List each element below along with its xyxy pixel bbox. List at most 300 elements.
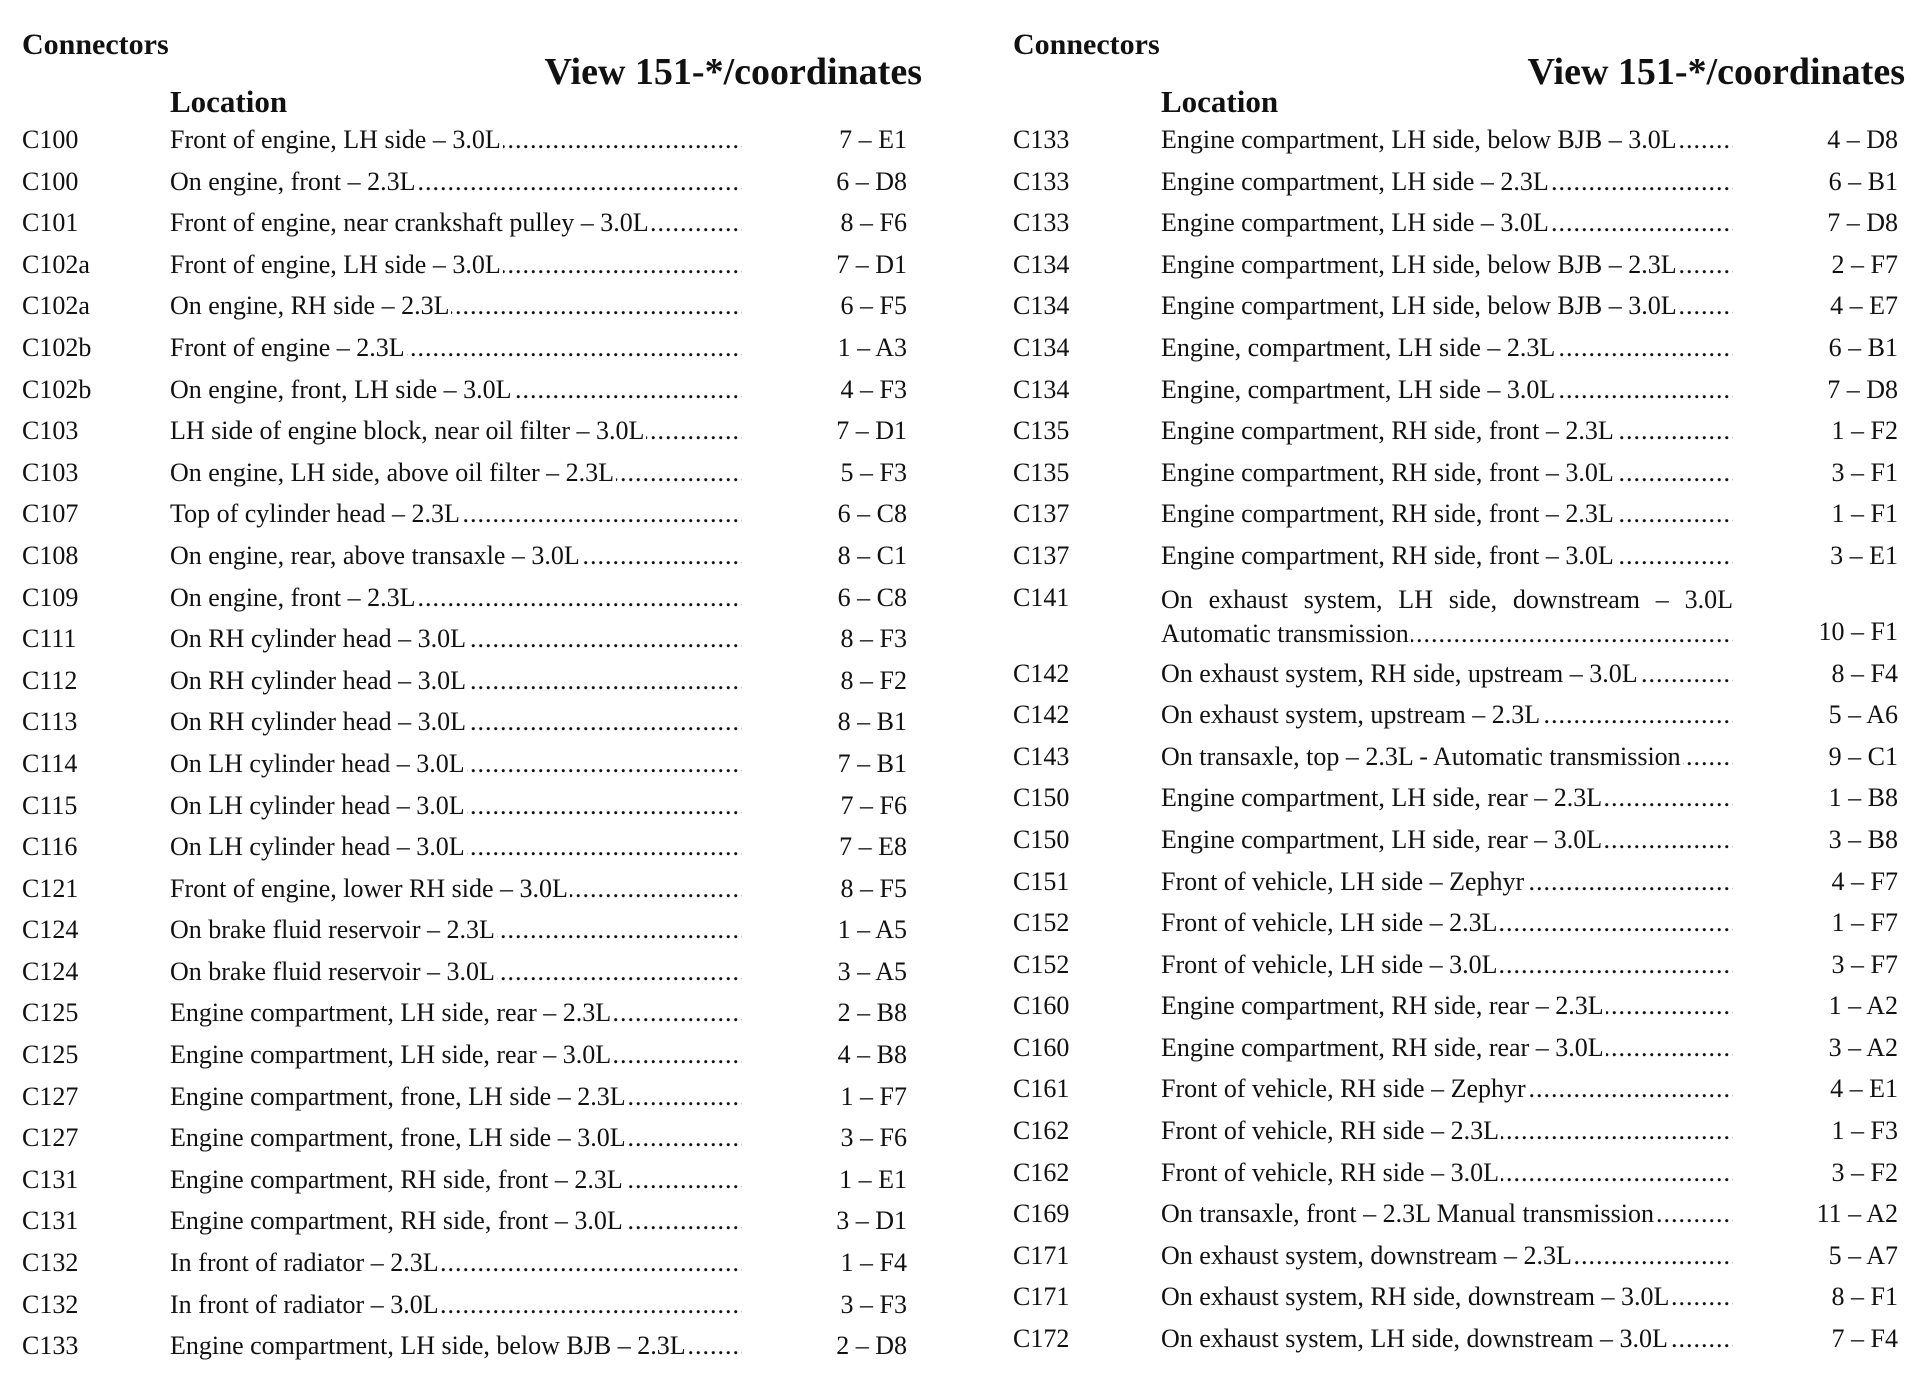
- table-row: [1013, 1158, 1908, 1200]
- view-coordinate: 1 – F3: [1831, 1116, 1898, 1146]
- table-row: [1013, 908, 1908, 950]
- connector-list: [22, 125, 917, 1373]
- view-coordinate: 1 – E1: [839, 1164, 907, 1194]
- view-coordinate: 5 – F3: [840, 457, 907, 487]
- location-text: On LH cylinder head – 3.0L: [170, 832, 465, 862]
- table-row: [1013, 1033, 1908, 1075]
- connector-id: C169: [1013, 1199, 1070, 1229]
- table-row: [22, 208, 917, 250]
- view-coordinate: 6 – C8: [837, 499, 907, 529]
- view-coordinate: 4 – D8: [1827, 125, 1898, 154]
- connector-location: [170, 375, 742, 405]
- view-coordinate: 4 – E1: [1830, 1074, 1898, 1104]
- connector-id: C107: [22, 499, 79, 529]
- connector-id: C103: [22, 416, 79, 446]
- connector-id: C124: [22, 956, 79, 986]
- location-text: On exhaust system, LH side, downstream – 3.0L: [1161, 1324, 1668, 1354]
- location-text: Engine compartment, RH side, front – 2.3L: [1161, 499, 1614, 529]
- view-coordinate: 9 – C1: [1828, 741, 1898, 771]
- location-text: On exhaust system, downstream – 2.3L: [1161, 1240, 1572, 1270]
- connector-location: [1161, 867, 1733, 897]
- connector-id: C127: [22, 1123, 79, 1153]
- location-text: Engine compartment, LH side – 3.0L: [1161, 208, 1549, 238]
- table-row: [22, 707, 917, 749]
- table-row: [22, 167, 917, 209]
- connector-location: [170, 666, 742, 696]
- connector-id: C133: [1013, 125, 1070, 154]
- connector-id: C134: [1013, 291, 1070, 321]
- connector-location: [170, 499, 742, 529]
- connector-id: C124: [22, 915, 79, 945]
- table-row: [22, 666, 917, 708]
- connector-id: C125: [22, 998, 79, 1028]
- connector-location: [170, 1165, 742, 1195]
- connector-location: [1161, 250, 1733, 280]
- table-row: [1013, 783, 1908, 825]
- table-row: [22, 291, 917, 333]
- location-text: On exhaust system, RH side, downstream – 3.0L: [1161, 1282, 1670, 1312]
- location-text: Engine compartment, LH side, below BJB – 3.0L: [1161, 125, 1677, 154]
- connector-location: [170, 416, 742, 446]
- connector-location: [1161, 416, 1733, 446]
- location-text: In front of radiator – 2.3L: [170, 1248, 439, 1278]
- location-text: On engine, front, LH side – 3.0L: [170, 374, 512, 404]
- table-row: [1013, 1074, 1908, 1116]
- connector-id: C135: [1013, 416, 1070, 446]
- view-coordinate: 10 – F1: [1818, 616, 1898, 646]
- location-text: LH side of engine block, near oil filter – 3.0L: [170, 416, 645, 446]
- table-row: [22, 541, 917, 583]
- location-text: Engine compartment, frone, LH side – 3.0L: [170, 1123, 626, 1153]
- right-column: [1013, 0, 1908, 1392]
- connector-id: C160: [1013, 1032, 1070, 1062]
- table-row: [22, 583, 917, 625]
- connector-location: [1161, 1282, 1733, 1312]
- view-coordinate: 8 – F4: [1831, 658, 1898, 688]
- connector-location: [170, 250, 742, 280]
- table-row: [1013, 291, 1908, 333]
- connector-location: [170, 167, 742, 197]
- view-coordinate: 7 – E8: [839, 832, 907, 862]
- connector-location: [170, 1123, 742, 1153]
- connector-location: [170, 1331, 742, 1361]
- location-text: In front of radiator – 3.0L: [170, 1289, 439, 1319]
- connector-location: [170, 1040, 742, 1070]
- location-text: Engine compartment, RH side, front – 3.0L: [1161, 457, 1614, 487]
- connector-id: C133: [1013, 166, 1070, 196]
- connector-location: [1161, 125, 1733, 155]
- view-coordinate: 7 – D1: [836, 249, 907, 279]
- location-line-1: On exhaust system, LH side, downstream – 3.0L: [1161, 584, 1733, 614]
- connector-id: C142: [1013, 700, 1070, 730]
- connectors-heading: Connectors: [22, 28, 169, 61]
- table-row: [22, 1165, 917, 1207]
- view-coordinate: 1 – A2: [1828, 991, 1898, 1021]
- table-row: [1013, 250, 1908, 292]
- table-row: [22, 1290, 917, 1332]
- location-text: On engine, front – 2.3L: [170, 582, 416, 612]
- view-coordinate: 3 – B8: [1828, 824, 1898, 854]
- connector-id: C134: [1013, 374, 1070, 404]
- connector-id: C141: [1013, 582, 1070, 612]
- connector-location: [1161, 908, 1733, 938]
- connector-id: C115: [22, 790, 78, 820]
- location-text: On RH cylinder head – 3.0L: [170, 624, 467, 654]
- location-text: On transaxle, front – 2.3L Manual transmission: [1161, 1199, 1654, 1229]
- connector-id: C133: [22, 1331, 79, 1361]
- table-row: [1013, 541, 1908, 583]
- connector-location: [170, 707, 742, 737]
- location-text: Engine compartment, LH side, rear – 2.3L: [170, 998, 612, 1028]
- location-heading: Location: [1161, 84, 1279, 119]
- view-coordinate: 7 – D8: [1827, 208, 1898, 238]
- connector-id: C137: [1013, 499, 1070, 529]
- connector-id: C113: [22, 707, 78, 737]
- location-text: Engine compartment, RH side, front – 3.0L: [170, 1206, 623, 1236]
- location-text: On LH cylinder head – 3.0L: [170, 790, 465, 820]
- connector-location: [1161, 659, 1733, 689]
- connector-id: C131: [22, 1206, 79, 1236]
- connectors-heading: Connectors: [1013, 28, 1160, 61]
- connector-location: [170, 791, 742, 821]
- table-row: [22, 998, 917, 1040]
- connector-location: [1161, 783, 1733, 813]
- connector-id: C109: [22, 582, 79, 612]
- location-text: Engine compartment, RH side, front – 3.0L: [1161, 540, 1614, 570]
- connector-location: [1161, 499, 1733, 529]
- table-row: [22, 333, 917, 375]
- location-text: Engine compartment, LH side, rear – 3.0L: [1161, 824, 1603, 854]
- connector-location: [1161, 1324, 1733, 1354]
- table-row: [22, 749, 917, 791]
- view-coordinate: 6 – B1: [1828, 332, 1898, 362]
- connector-id: C150: [1013, 824, 1070, 854]
- view-coordinate: 3 – F3: [840, 1289, 907, 1319]
- connector-id: C125: [22, 1040, 79, 1070]
- table-row: [1013, 950, 1908, 992]
- connector-location: [170, 541, 742, 571]
- view-coordinate: 1 – B8: [1828, 783, 1898, 813]
- location-text: Front of vehicle, RH side – Zephyr: [1161, 1074, 1526, 1104]
- connector-id: C121: [22, 873, 79, 903]
- connector-id: C102a: [22, 291, 90, 321]
- connector-id: C112: [22, 665, 78, 695]
- connector-location: [1161, 333, 1733, 363]
- connector-id: C172: [1013, 1324, 1070, 1354]
- table-row: [1013, 659, 1908, 701]
- connector-id: C101: [22, 208, 79, 238]
- view-coordinate: 1 – F4: [840, 1248, 907, 1278]
- table-row: [1013, 458, 1908, 500]
- location-text: Top of cylinder head – 2.3L: [170, 499, 460, 529]
- connector-location: [170, 874, 742, 904]
- view-coordinate: 7 – F4: [1831, 1324, 1898, 1354]
- connector-id: C116: [22, 832, 78, 862]
- connector-id: C102a: [22, 249, 90, 279]
- location-text: Engine compartment, LH side, below BJB – 3.0L: [1161, 291, 1677, 321]
- connector-id: C100: [22, 125, 79, 154]
- location-text: On engine, rear, above transaxle – 3.0L: [170, 540, 580, 570]
- location-text: Front of vehicle, RH side – 3.0L: [1161, 1157, 1499, 1187]
- view-coordinate: 2 – F7: [1831, 249, 1898, 279]
- view-coordinate: 5 – A6: [1828, 700, 1898, 730]
- connector-id: C134: [1013, 332, 1070, 362]
- connector-id: C132: [22, 1248, 79, 1278]
- table-row: [1013, 583, 1908, 659]
- table-row: [22, 1248, 917, 1290]
- location-text: Engine compartment, LH side, below BJB – 2.3L: [1161, 249, 1677, 279]
- table-row: [1013, 416, 1908, 458]
- connector-id: C134: [1013, 249, 1070, 279]
- connector-location: [170, 1206, 742, 1236]
- connector-location: [1161, 991, 1733, 1021]
- location-text: Front of engine, near crankshaft pulley – 3.0L: [170, 208, 649, 238]
- connector-id: C161: [1013, 1074, 1070, 1104]
- location-text: Engine, compartment, LH side – 2.3L: [1161, 332, 1556, 362]
- connector-id: C111: [22, 624, 77, 654]
- connector-location: [1161, 1074, 1733, 1104]
- connector-location: [170, 957, 742, 987]
- table-row: [22, 250, 917, 292]
- view-coordinate: 3 – A5: [837, 956, 907, 986]
- table-row: [1013, 1116, 1908, 1158]
- table-row: [1013, 208, 1908, 250]
- connector-location: [1161, 291, 1733, 321]
- view-coordinate: 7 – E1: [839, 125, 907, 154]
- table-row: [1013, 825, 1908, 867]
- view-coordinate: 6 – C8: [837, 582, 907, 612]
- connector-location: [170, 749, 742, 779]
- table-row: [22, 1123, 917, 1165]
- location-text: On RH cylinder head – 3.0L: [170, 707, 467, 737]
- table-row: [22, 375, 917, 417]
- location-text: Engine compartment, LH side – 2.3L: [1161, 166, 1549, 196]
- location-text: Front of vehicle, LH side – Zephyr: [1161, 866, 1525, 896]
- location-line-2: [1161, 617, 1733, 651]
- view-coordinate: 8 – B1: [837, 707, 907, 737]
- connector-id: C137: [1013, 540, 1070, 570]
- view-coordinate: 1 – F7: [1831, 908, 1898, 938]
- table-row: [1013, 867, 1908, 909]
- location-text: Engine, compartment, LH side – 3.0L: [1161, 374, 1556, 404]
- table-row: [1013, 991, 1908, 1033]
- connector-location: [1161, 950, 1733, 980]
- view-coordinate: 8 – F3: [840, 624, 907, 654]
- view-coordinate: 6 – B1: [1828, 166, 1898, 196]
- connector-location: [1161, 208, 1733, 238]
- table-row: [1013, 125, 1908, 167]
- connector-id: C132: [22, 1289, 79, 1319]
- table-row: [22, 1040, 917, 1082]
- connector-id: C171: [1013, 1240, 1070, 1270]
- table-row: [1013, 1282, 1908, 1324]
- location-text: On transaxle, top – 2.3L - Automatic transmission: [1161, 741, 1681, 771]
- table-row: [22, 458, 917, 500]
- location-text: Engine compartment, LH side, rear – 2.3L: [1161, 783, 1603, 813]
- connector-location: [170, 125, 742, 155]
- view-coordinate: 8 – F6: [840, 208, 907, 238]
- table-row: [1013, 1199, 1908, 1241]
- table-row: [22, 499, 917, 541]
- connector-location: [1161, 1158, 1733, 1188]
- connector-id: C131: [22, 1164, 79, 1194]
- view-coordinate: 1 – A5: [837, 915, 907, 945]
- connector-location: [1161, 742, 1733, 772]
- table-row: [22, 874, 917, 916]
- view-coordinates-heading: View 151-*/coordinates: [1527, 51, 1905, 93]
- connector-location: [1161, 825, 1733, 855]
- view-coordinate: 4 – E7: [1830, 291, 1898, 321]
- table-row: [22, 1206, 917, 1248]
- table-row: [22, 791, 917, 833]
- location-text: On exhaust system, upstream – 2.3L: [1161, 700, 1541, 730]
- table-row: [1013, 1241, 1908, 1283]
- view-coordinate: 3 – A2: [1828, 1032, 1898, 1062]
- location-text: Engine compartment, RH side, front – 2.3L: [170, 1164, 623, 1194]
- view-coordinate: 1 – F7: [840, 1081, 907, 1111]
- table-row: [22, 416, 917, 458]
- view-coordinate: 8 – F2: [840, 665, 907, 695]
- connector-id: C160: [1013, 991, 1070, 1021]
- location-text: Engine compartment, LH side, rear – 3.0L: [170, 1040, 612, 1070]
- view-coordinate: 3 – E1: [1830, 540, 1898, 570]
- location-text: On LH cylinder head – 3.0L: [170, 748, 465, 778]
- connector-location: [170, 832, 742, 862]
- location-text: Engine compartment, RH side, rear – 2.3L: [1161, 991, 1604, 1021]
- connector-id: C108: [22, 540, 79, 570]
- connector-location: [1161, 541, 1733, 571]
- location-text: Automatic transmission: [1161, 618, 1409, 648]
- view-coordinate: 2 – D8: [836, 1331, 907, 1361]
- location-text: On engine, front – 2.3L: [170, 166, 416, 196]
- table-row: [22, 915, 917, 957]
- connector-id: C150: [1013, 783, 1070, 813]
- table-row: [1013, 375, 1908, 417]
- table-row: [1013, 1324, 1908, 1366]
- view-coordinate: 8 – F5: [840, 873, 907, 903]
- connector-location: [170, 998, 742, 1028]
- view-coordinate: 7 – D1: [836, 416, 907, 446]
- connector-id: C102b: [22, 332, 92, 362]
- connector-id: C102b: [22, 374, 92, 404]
- left-column: [22, 0, 922, 1392]
- connector-id: C162: [1013, 1157, 1070, 1187]
- connector-location: [1161, 458, 1733, 488]
- view-coordinate: 3 – F7: [1831, 949, 1898, 979]
- location-text: On engine, RH side – 2.3L: [170, 291, 450, 321]
- connector-id: C114: [22, 748, 78, 778]
- view-coordinate: 4 – F3: [840, 374, 907, 404]
- table-row: [22, 832, 917, 874]
- location-text: Front of engine – 2.3L: [170, 332, 405, 362]
- view-coordinate: 3 – F1: [1831, 457, 1898, 487]
- view-coordinate: 2 – B8: [837, 998, 907, 1028]
- connector-location: [170, 624, 742, 654]
- connector-location: [170, 1248, 742, 1278]
- location-text: Engine compartment, RH side, rear – 3.0L: [1161, 1032, 1604, 1062]
- connector-location: [170, 291, 742, 321]
- view-coordinate: 7 – D8: [1827, 374, 1898, 404]
- connector-id: C152: [1013, 949, 1070, 979]
- table-row: [22, 1082, 917, 1124]
- view-coordinate: 1 – A3: [837, 332, 907, 362]
- connector-location: [1161, 1241, 1733, 1271]
- view-coordinate: 6 – D8: [836, 166, 907, 196]
- view-coordinate: 8 – F1: [1831, 1282, 1898, 1312]
- connector-id: C171: [1013, 1282, 1070, 1312]
- connector-location: [1161, 1116, 1733, 1146]
- location-text: On engine, LH side, above oil filter – 2.3L: [170, 457, 615, 487]
- location-text: Front of vehicle, LH side – 2.3L: [1161, 908, 1498, 938]
- location-text: On brake fluid reservoir – 2.3L: [170, 915, 495, 945]
- table-row: [22, 624, 917, 666]
- view-coordinate: 11 – A2: [1816, 1199, 1898, 1229]
- connector-id: C142: [1013, 658, 1070, 688]
- connector-id: C143: [1013, 741, 1070, 771]
- view-coordinate: 6 – F5: [840, 291, 907, 321]
- connector-location: [1161, 700, 1733, 730]
- location-text: Front of engine, LH side – 3.0L: [170, 249, 501, 279]
- view-coordinate: 5 – A7: [1828, 1240, 1898, 1270]
- connector-location: [1161, 583, 1733, 651]
- connector-id: C103: [22, 457, 79, 487]
- location-heading: Location: [170, 84, 288, 119]
- view-coordinate: 4 – F7: [1831, 866, 1898, 896]
- location-text: Engine compartment, LH side, below BJB – 2.3L: [170, 1331, 686, 1361]
- connector-location: [170, 915, 742, 945]
- table-row: [22, 1331, 917, 1373]
- connector-location: [170, 458, 742, 488]
- table-row: [1013, 499, 1908, 541]
- view-coordinate: 3 – F2: [1831, 1157, 1898, 1187]
- table-row: [1013, 700, 1908, 742]
- connector-list: [1013, 125, 1908, 1366]
- connector-id: C133: [1013, 208, 1070, 238]
- connector-id: C127: [22, 1081, 79, 1111]
- table-row: [22, 957, 917, 999]
- view-coordinates-heading: View 151-*/coordinates: [544, 51, 922, 93]
- view-coordinate: 7 – F6: [840, 790, 907, 820]
- view-coordinate: 4 – B8: [837, 1040, 907, 1070]
- location-text: Engine compartment, RH side, front – 2.3L: [1161, 416, 1614, 446]
- connector-location: [1161, 167, 1733, 197]
- table-row: [1013, 167, 1908, 209]
- connector-location: [170, 1082, 742, 1112]
- connector-location: [170, 208, 742, 238]
- location-text: On brake fluid reservoir – 3.0L: [170, 956, 495, 986]
- connector-location: [1161, 375, 1733, 405]
- connector-id: C152: [1013, 908, 1070, 938]
- table-row: [1013, 333, 1908, 375]
- connector-id: C162: [1013, 1116, 1070, 1146]
- view-coordinate: 8 – C1: [837, 540, 907, 570]
- connector-id: C151: [1013, 866, 1070, 896]
- view-coordinate: 7 – B1: [837, 748, 907, 778]
- view-coordinate: 3 – D1: [836, 1206, 907, 1236]
- view-coordinate: 1 – F2: [1831, 416, 1898, 446]
- location-text: Front of vehicle, RH side – 2.3L: [1161, 1116, 1499, 1146]
- connector-location: [170, 333, 742, 363]
- location-text: Engine compartment, frone, LH side – 2.3L: [170, 1081, 626, 1111]
- table-row: [22, 125, 917, 167]
- connector-id: C135: [1013, 457, 1070, 487]
- connector-location: [1161, 1199, 1733, 1229]
- connector-location: [170, 1290, 742, 1320]
- view-coordinate: 3 – F6: [840, 1123, 907, 1153]
- location-text: Front of engine, LH side – 3.0L: [170, 125, 501, 154]
- location-text: On exhaust system, RH side, upstream – 3.0L: [1161, 658, 1638, 688]
- connector-location: [170, 583, 742, 613]
